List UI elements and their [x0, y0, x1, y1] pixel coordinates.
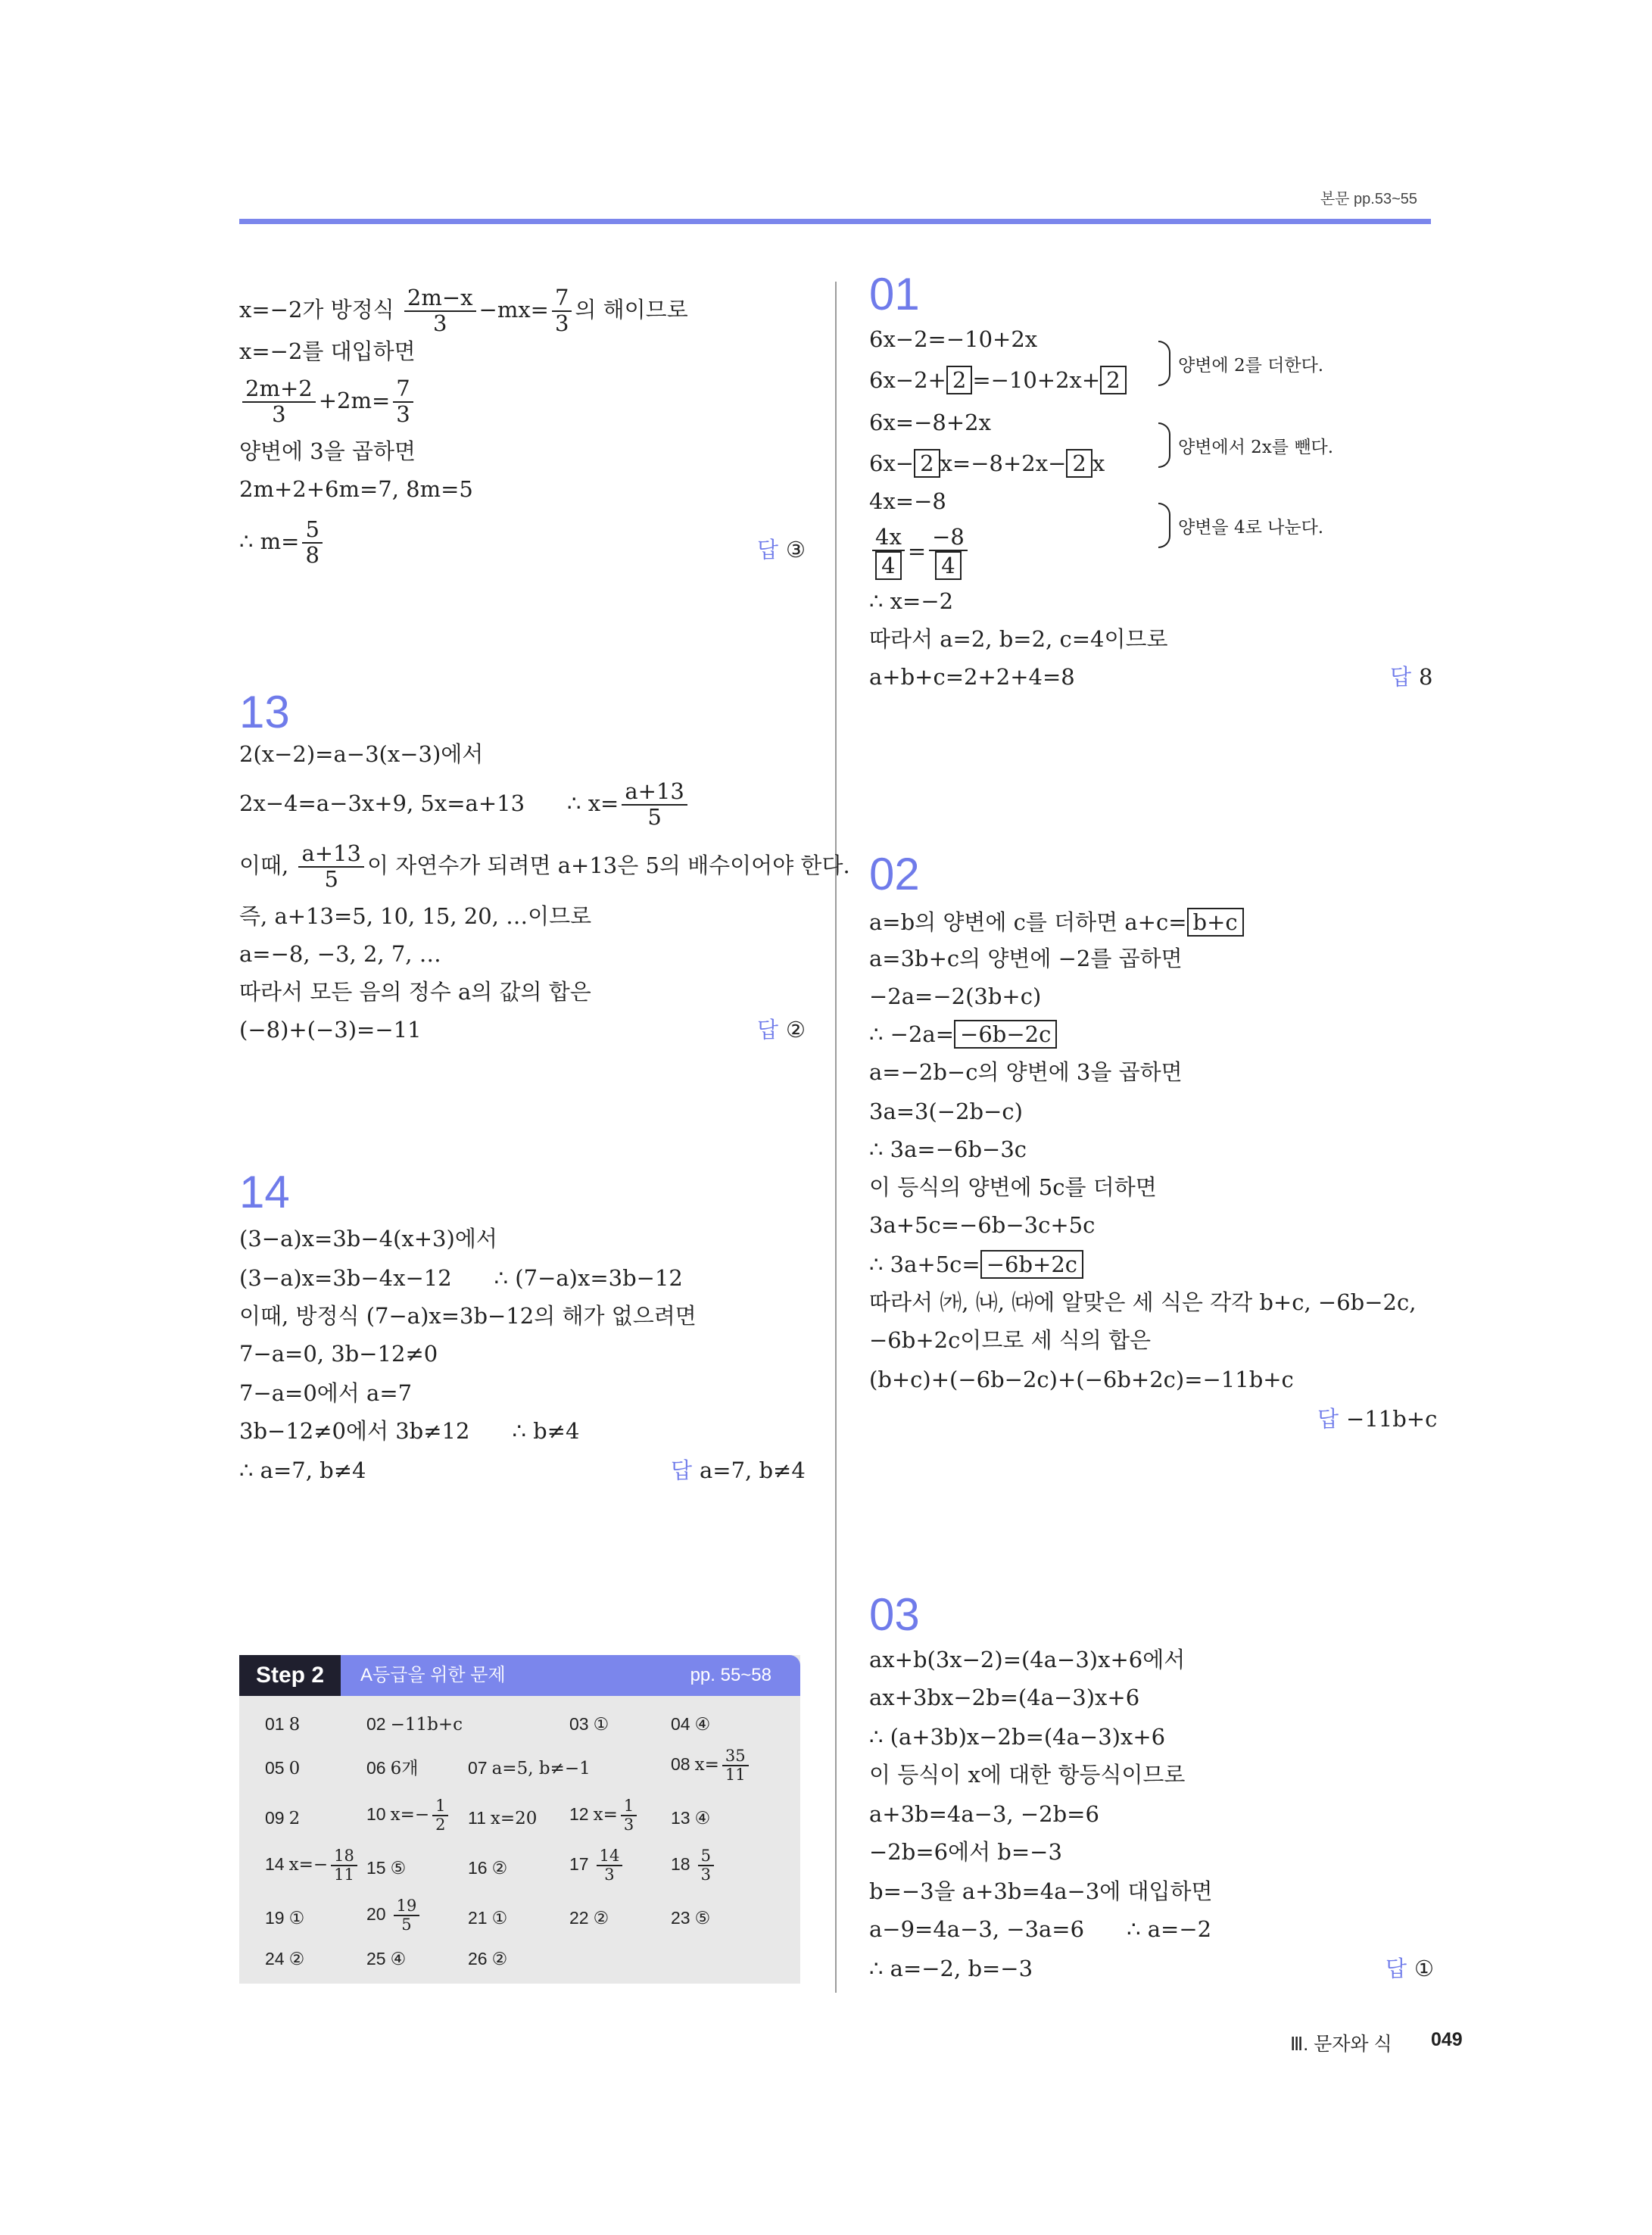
p03-answer: 답 ① — [1385, 1956, 1435, 1981]
p03-line-6: −2b=6에서 b=−3 — [869, 1839, 1062, 1865]
answer-cell: 25 ④ — [366, 1949, 407, 1969]
p02-line-7: ∴ 3a=−6b−3c — [869, 1136, 1027, 1162]
p13-line-3: 이때, $\frac{a+13}{5}$ 이 자연수가 되려면 a+13은 5의 배수이어야 한다. — [239, 840, 850, 892]
p01-line-2: 6x−2+ 2 =−10+2x+ 2 — [869, 365, 1127, 395]
p13-line-7: (−8)+(−3)=−11 — [239, 1017, 422, 1043]
answer-cell: 26 ② — [468, 1949, 508, 1969]
fraction: $\frac{7}{3}$ — [393, 377, 413, 427]
header-rule — [239, 219, 1431, 224]
problem-number-14: 14 — [239, 1167, 290, 1217]
p13-line-6: 따라서 모든 음의 정수 a의 값의 합은 — [239, 979, 591, 1005]
p13-line-5: a=−8, −3, 2, 7, … — [239, 941, 441, 967]
p14-line-4: 7−a=0, 3b−12≠0 — [239, 1341, 438, 1367]
answer-cell: 12 x= $\frac{1}{3}$ — [569, 1797, 640, 1834]
p12-answer: 답 ③ — [757, 537, 806, 563]
p14-line-2: (3−a)x=3b−4x−12 ∴ (7−a)x=3b−12 — [239, 1265, 683, 1291]
answer-cell: 06 6개 — [366, 1758, 419, 1778]
boxed-value: −6b−2c — [954, 1020, 1057, 1049]
p01-line-4: 6x− 2 x=−8+2x− 2 x — [869, 450, 1105, 476]
step2-header — [239, 1655, 800, 1696]
p02-line-2: a=3b+c의 양변에 −2를 곱하면 — [869, 946, 1183, 971]
answer-cell: 23 ⑤ — [671, 1908, 711, 1928]
answer-cell: 02 −11b+c — [366, 1714, 463, 1735]
answer-cell: 13 ④ — [671, 1808, 711, 1828]
p12-line-5: 2m+2+6m=7, 8m=5 — [239, 476, 473, 502]
p01-line-3: 6x=−8+2x — [869, 410, 991, 435]
p13-line-1: 2(x−2)=a−3(x−3)에서 — [239, 741, 484, 767]
p03-line-1: ax+b(3x−2)=(4a−3)x+6에서 — [869, 1647, 1186, 1672]
p13-line-4: 즉, a+13=5, 10, 15, 20, …이므로 — [239, 903, 592, 929]
step-brace — [1158, 503, 1170, 548]
p02-line-3: −2a=−2(3b+c) — [869, 983, 1042, 1009]
boxed-value: b+c — [1187, 908, 1244, 937]
answer-cell: 22 ② — [569, 1908, 609, 1928]
p02-line-1: a=b의 양변에 c를 더하면 a+c= b+c — [869, 907, 1244, 937]
column-divider — [835, 282, 837, 1993]
step-brace — [1158, 341, 1170, 386]
p01-line-8: 따라서 a=2, b=2, c=4이므로 — [869, 626, 1168, 652]
p03-line-8: a−9=4a−3, −3a=6 ∴ a=−2 — [869, 1916, 1212, 1942]
answer-cell: 07 a=5, b≠−1 — [468, 1758, 591, 1778]
p13-answer: 답 ② — [757, 1017, 806, 1043]
step-note-2: 양변에서 2x를 뺀다. — [1178, 438, 1334, 457]
problem-number-02: 02 — [869, 849, 920, 899]
fraction: $\frac{a+13}{5}$ — [298, 842, 364, 892]
answer-cell: 21 ① — [468, 1908, 508, 1928]
answer-cell: 05 0 — [265, 1758, 301, 1778]
fraction: $\frac{a+13}{5}$ — [622, 780, 687, 830]
p03-line-5: a+3b=4a−3, −2b=6 — [869, 1801, 1099, 1827]
answer-cell: 16 ② — [468, 1858, 508, 1878]
step2-pages: pp. 55~58 — [690, 1665, 771, 1685]
answer-cell: 04 ④ — [671, 1714, 711, 1735]
boxed-value: −6b+2c — [980, 1250, 1083, 1279]
fraction: $\frac{4x}{4}$ — [872, 525, 905, 580]
answer-cell: 08 x= $\frac{35}{11}$ — [671, 1747, 752, 1784]
p14-line-1: (3−a)x=3b−4(x+3)에서 — [239, 1226, 497, 1252]
answer-cell: 19 ① — [265, 1908, 305, 1928]
p01-line-5: 4x=−8 — [869, 488, 946, 514]
p12-line-2: x=−2를 대입하면 — [239, 338, 416, 364]
p14-line-3: 이때, 방정식 (7−a)x=3b−12의 해가 없으려면 — [239, 1303, 697, 1329]
p01-line-7: ∴ x=−2 — [869, 588, 954, 614]
boxed-value: 2 — [914, 449, 940, 478]
p03-line-9: ∴ a=−2, b=−3 — [869, 1956, 1033, 1981]
p02-line-5: a=−2b−c의 양변에 3을 곱하면 — [869, 1059, 1183, 1085]
problem-number-13: 13 — [239, 687, 290, 737]
page-reference: 본문 pp.53~55 — [1320, 191, 1417, 207]
footer-page-number: 049 — [1431, 2029, 1463, 2050]
step2-title: A등급을 위한 문제 — [360, 1665, 506, 1685]
p03-line-2: ax+3bx−2b=(4a−3)x+6 — [869, 1685, 1140, 1710]
p02-line-12: −6b+2c이므로 세 식의 합은 — [869, 1327, 1152, 1353]
answer-cell: 17 $\frac{14}{3}$ — [569, 1847, 625, 1884]
answer-cell: 09 2 — [265, 1808, 301, 1828]
p02-line-13: (b+c)+(−6b−2c)+(−6b+2c)=−11b+c — [869, 1367, 1294, 1392]
answer-cell: 15 ⑤ — [366, 1858, 407, 1878]
p14-answer: 답 a=7, b≠4 — [671, 1457, 806, 1483]
p02-line-9: 3a+5c=−6b−3c+5c — [869, 1212, 1096, 1238]
p03-line-3: ∴ (a+3b)x−2b=(4a−3)x+6 — [869, 1724, 1166, 1750]
boxed-value: 2 — [1100, 366, 1126, 394]
p12-line-4: 양변에 3을 곱하면 — [239, 438, 416, 464]
p01-line-9: a+b+c=2+2+4=8 — [869, 664, 1075, 690]
fraction: $\frac{2m-x}{3}$ — [404, 286, 476, 336]
fraction: $\frac{5}{8}$ — [302, 518, 322, 568]
p13-line-2: 2x−4=a−3x+9, 5x=a+13 ∴ x= $\frac{a+13}{5}$ — [239, 780, 690, 830]
step2-answer-box — [239, 1655, 800, 1984]
p12-line-1: x=−2가 방정식 $\frac{2m-x}{3}$ −mx= $\frac{7}{3}$ 의 해이므로 — [239, 285, 688, 336]
step-brace — [1158, 422, 1170, 468]
problem-number-03: 03 — [869, 1589, 920, 1640]
p14-line-6: 3b−12≠0에서 3b≠12 ∴ b≠4 — [239, 1418, 580, 1444]
p02-line-6: 3a=3(−2b−c) — [869, 1099, 1023, 1124]
problem-number-01: 01 — [869, 269, 920, 320]
boxed-value: 4 — [875, 551, 901, 580]
p03-line-7: b=−3을 a+3b=4a−3에 대입하면 — [869, 1878, 1213, 1904]
p01-line-1: 6x−2=−10+2x — [869, 326, 1038, 352]
p12-line-3: $\frac{2m+2}{3}$ +2m= $\frac{7}{3}$ — [239, 377, 416, 427]
answer-cell: 20 $\frac{19}{5}$ — [366, 1897, 422, 1934]
answer-cell: 24 ② — [265, 1949, 305, 1969]
footer-chapter: Ⅲ. 문자와 식 — [1290, 2034, 1392, 2055]
p03-line-4: 이 등식이 x에 대한 항등식이므로 — [869, 1762, 1186, 1788]
p14-line-7: ∴ a=7, b≠4 — [239, 1457, 366, 1483]
step-note-1: 양변에 2를 더한다. — [1178, 356, 1324, 376]
answer-cell: 10 x=− $\frac{1}{2}$ — [366, 1797, 451, 1834]
answer-cell: 18 $\frac{5}{3}$ — [671, 1847, 717, 1884]
p02-line-10: ∴ 3a+5c= −6b+2c — [869, 1249, 1083, 1280]
step-note-3: 양변을 4로 나눈다. — [1178, 518, 1324, 538]
fraction: $\frac{-8}{4}$ — [929, 525, 968, 580]
answer-cell: 01 8 — [265, 1714, 301, 1735]
p14-line-5: 7−a=0에서 a=7 — [239, 1380, 413, 1406]
boxed-value: 2 — [1066, 449, 1092, 478]
p02-line-4: ∴ −2a= −6b−2c — [869, 1019, 1057, 1049]
p01-answer: 답 8 — [1390, 664, 1433, 690]
p02-answer: 답 −11b+c — [1317, 1406, 1438, 1432]
answer-cell: 11 x=20 — [468, 1808, 538, 1828]
boxed-value: 2 — [946, 366, 972, 394]
fraction: $\frac{7}{3}$ — [552, 286, 572, 336]
fraction: $\frac{2m+2}{3}$ — [242, 377, 316, 427]
p01-line-6: $\frac{4x}{4}$ = $\frac{-8}{4}$ — [869, 525, 971, 580]
p02-line-8: 이 등식의 양변에 5c를 더하면 — [869, 1174, 1157, 1200]
answer-cell: 03 ① — [569, 1714, 609, 1735]
step2-label: Step 2 — [239, 1655, 341, 1696]
answer-cell: 14 x=− $\frac{18}{11}$ — [265, 1847, 360, 1884]
boxed-value: 4 — [935, 551, 961, 580]
p12-line-6: ∴ m= $\frac{5}{8}$ — [239, 518, 326, 568]
p02-line-11: 따라서 ㈎, ㈏, ㈐에 알맞은 세 식은 각각 b+c, −6b−2c, — [869, 1289, 1417, 1315]
